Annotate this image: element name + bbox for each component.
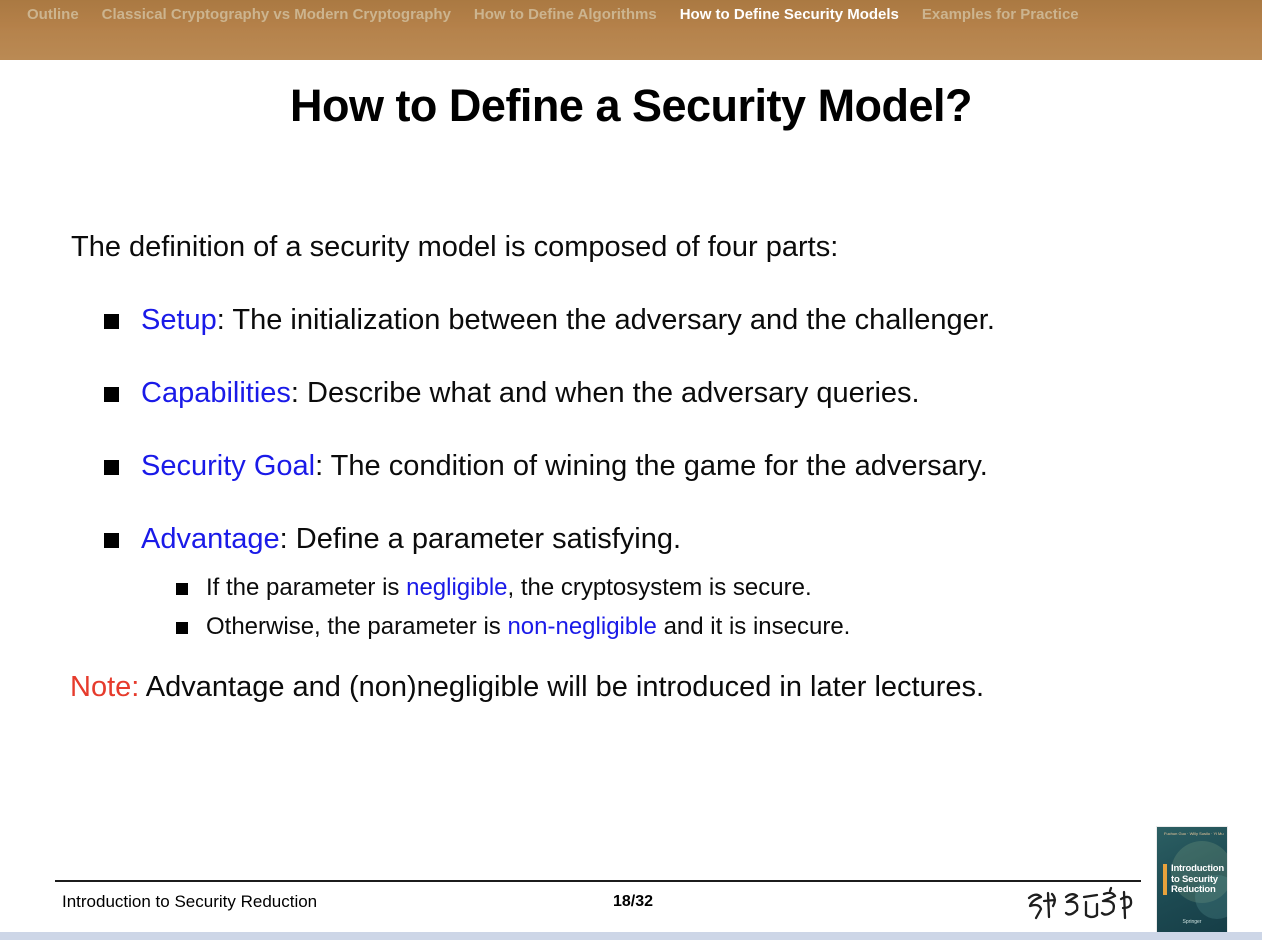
bullet-square-icon bbox=[104, 387, 119, 402]
bullet-text bbox=[141, 523, 681, 556]
sub-post: and it is insecure. bbox=[656, 613, 851, 640]
bullet-square-icon bbox=[176, 583, 188, 595]
bottom-strip bbox=[0, 932, 1262, 940]
page-number: 18/32 bbox=[612, 893, 654, 910]
slide-title: How to Define a Security Model? bbox=[289, 80, 973, 131]
bullet-item-security-goal bbox=[104, 450, 988, 483]
nav-item-outline[interactable]: Outline bbox=[27, 5, 79, 23]
top-navigation-bar bbox=[0, 0, 1262, 28]
book-cover-introduction-to-security-reduction bbox=[1157, 827, 1227, 932]
book-authors: Fuchun Guo · Willy Susilo · Yi Mu bbox=[1164, 832, 1224, 836]
keyword-negligible: negligible bbox=[406, 574, 508, 601]
sub-bullet-text bbox=[206, 574, 812, 602]
footer-document-title: Introduction to Security Reduction bbox=[62, 892, 318, 911]
nav-item-examples-for-practice[interactable]: Examples for Practice bbox=[921, 5, 1079, 23]
journal-calligraphy-logo bbox=[1024, 884, 1138, 928]
keyword-advantage: Advantage bbox=[141, 523, 280, 555]
sub-bullet-text bbox=[206, 613, 850, 641]
book-publisher-logo: Springer bbox=[1182, 919, 1202, 925]
bullet-rest: : Define a parameter satisfying. bbox=[279, 523, 682, 555]
bullet-rest: : The condition of wining the game for the adversary. bbox=[315, 450, 988, 482]
bullet-square-icon bbox=[176, 622, 188, 634]
bullet-item-advantage bbox=[104, 523, 681, 556]
nav-item-classical-vs-modern[interactable]: Classical Cryptography vs Modern Cryptography bbox=[101, 5, 451, 23]
bullet-rest: : Describe what and when the adversary queries. bbox=[290, 377, 920, 409]
bullet-text bbox=[141, 450, 988, 483]
intro-text: The definition of a security model is composed of four parts: bbox=[71, 231, 839, 263]
sub-post: , the cryptosystem is secure. bbox=[507, 574, 812, 601]
bullet-square-icon bbox=[104, 460, 119, 475]
bullet-square-icon bbox=[104, 533, 119, 548]
sub-pre: Otherwise, the parameter is bbox=[206, 613, 508, 640]
note-line bbox=[70, 671, 984, 704]
keyword-setup: Setup bbox=[141, 304, 217, 336]
keyword-security-goal: Security Goal bbox=[141, 450, 316, 482]
bullet-text bbox=[141, 304, 995, 337]
book-accent-bar bbox=[1163, 864, 1167, 895]
bullet-item-capabilities bbox=[104, 377, 920, 410]
bullet-text bbox=[141, 377, 920, 410]
note-text: Advantage and (non)negligible will be introduced in later lectures. bbox=[139, 671, 985, 703]
nav-lower-band bbox=[0, 28, 1262, 60]
keyword-capabilities: Capabilities bbox=[141, 377, 291, 409]
note-label: Note: bbox=[70, 671, 140, 703]
footer-divider bbox=[55, 880, 1141, 882]
bullet-square-icon bbox=[104, 314, 119, 329]
nav-item-define-security-models[interactable]: How to Define Security Models bbox=[679, 5, 899, 23]
bullet-rest: : The initialization between the adversary and the challenger. bbox=[216, 304, 995, 336]
nav-item-define-algorithms[interactable]: How to Define Algorithms bbox=[473, 5, 657, 23]
sub-bullet-negligible bbox=[176, 574, 812, 602]
sub-pre: If the parameter is bbox=[206, 574, 407, 601]
bullet-item-setup bbox=[104, 304, 995, 337]
book-title: Introduction to Security Reduction bbox=[1171, 863, 1225, 896]
keyword-non-negligible: non-negligible bbox=[507, 613, 657, 640]
sub-bullet-non-negligible bbox=[176, 613, 850, 641]
